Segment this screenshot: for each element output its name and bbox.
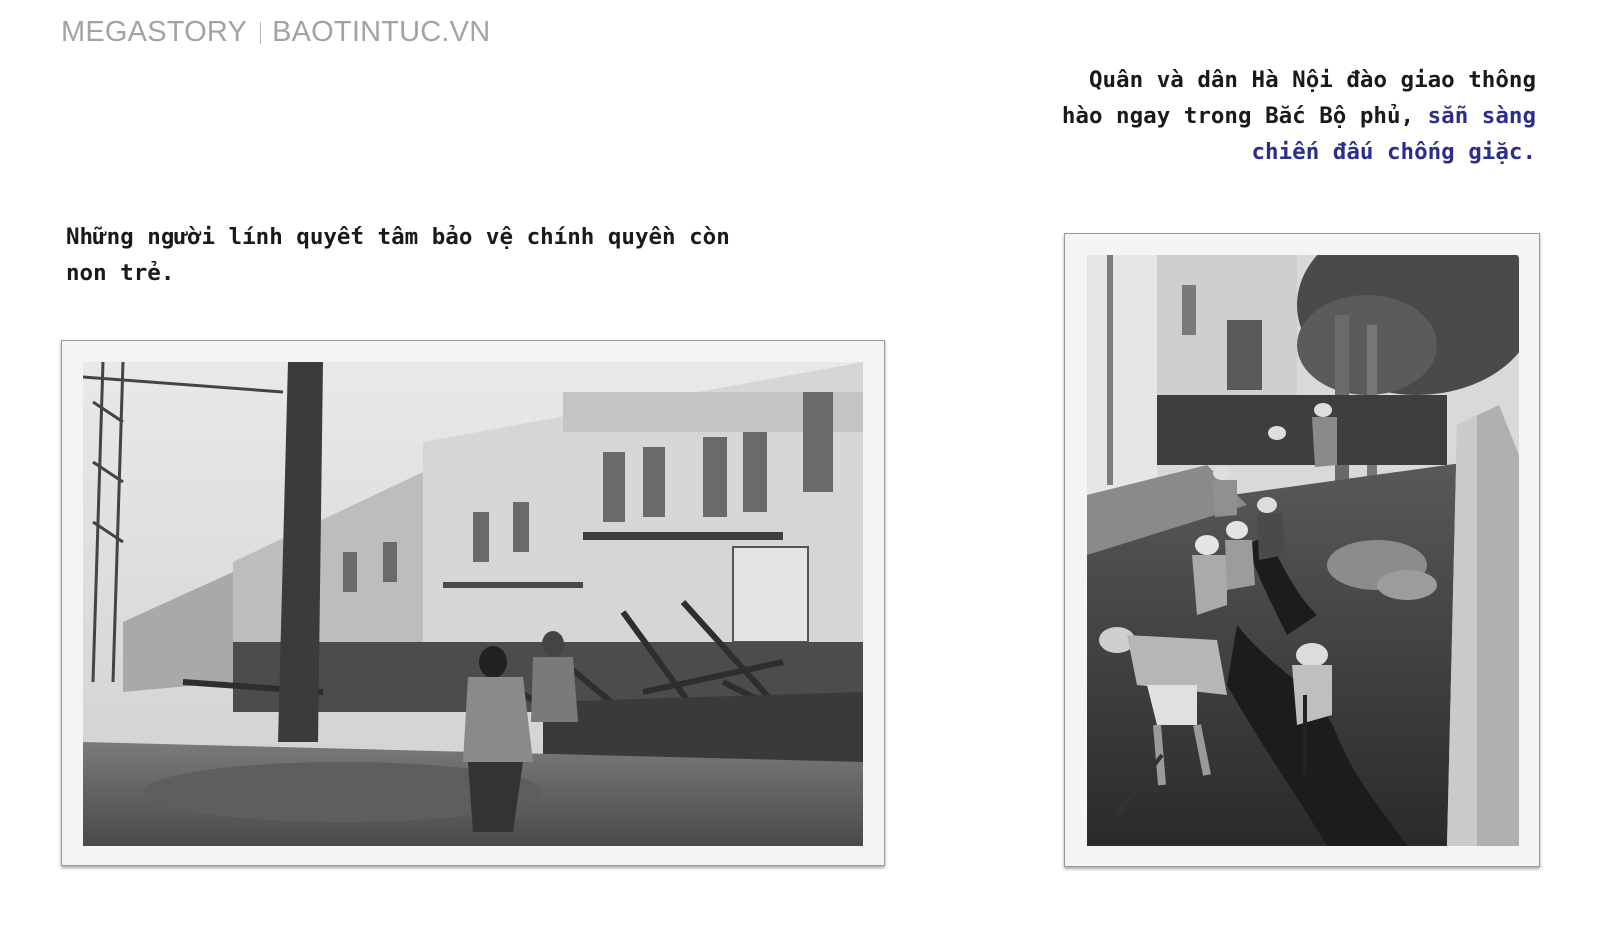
photo-trench-digging[interactable] [1087, 255, 1519, 846]
photo-street-barricade[interactable] [83, 362, 863, 846]
photo-street-barricade-icon [83, 362, 863, 846]
caption-left-text: Những người lính quyết tâm bảo vệ chính quyền còn non trẻ. [66, 224, 730, 286]
brand-megastory: MEGASTORY [61, 16, 248, 48]
brand-separator [260, 22, 261, 44]
caption-right [1060, 62, 1536, 170]
photo-trench-digging-icon [1087, 255, 1519, 846]
photo-frame-right [1064, 233, 1540, 867]
site-brand[interactable] [61, 16, 490, 49]
photo-frame-left [61, 340, 885, 866]
caption-left [66, 219, 746, 291]
brand-baotintuc: BAOTINTUC.VN [272, 16, 491, 48]
caption-right-highlight: sẵn sàng chiến đấu chống giặc. [1251, 103, 1536, 165]
caption-right-text: Quân và dân Hà Nội đào giao thông hào ngay trong Bắc Bộ phủ, [1061, 67, 1536, 129]
